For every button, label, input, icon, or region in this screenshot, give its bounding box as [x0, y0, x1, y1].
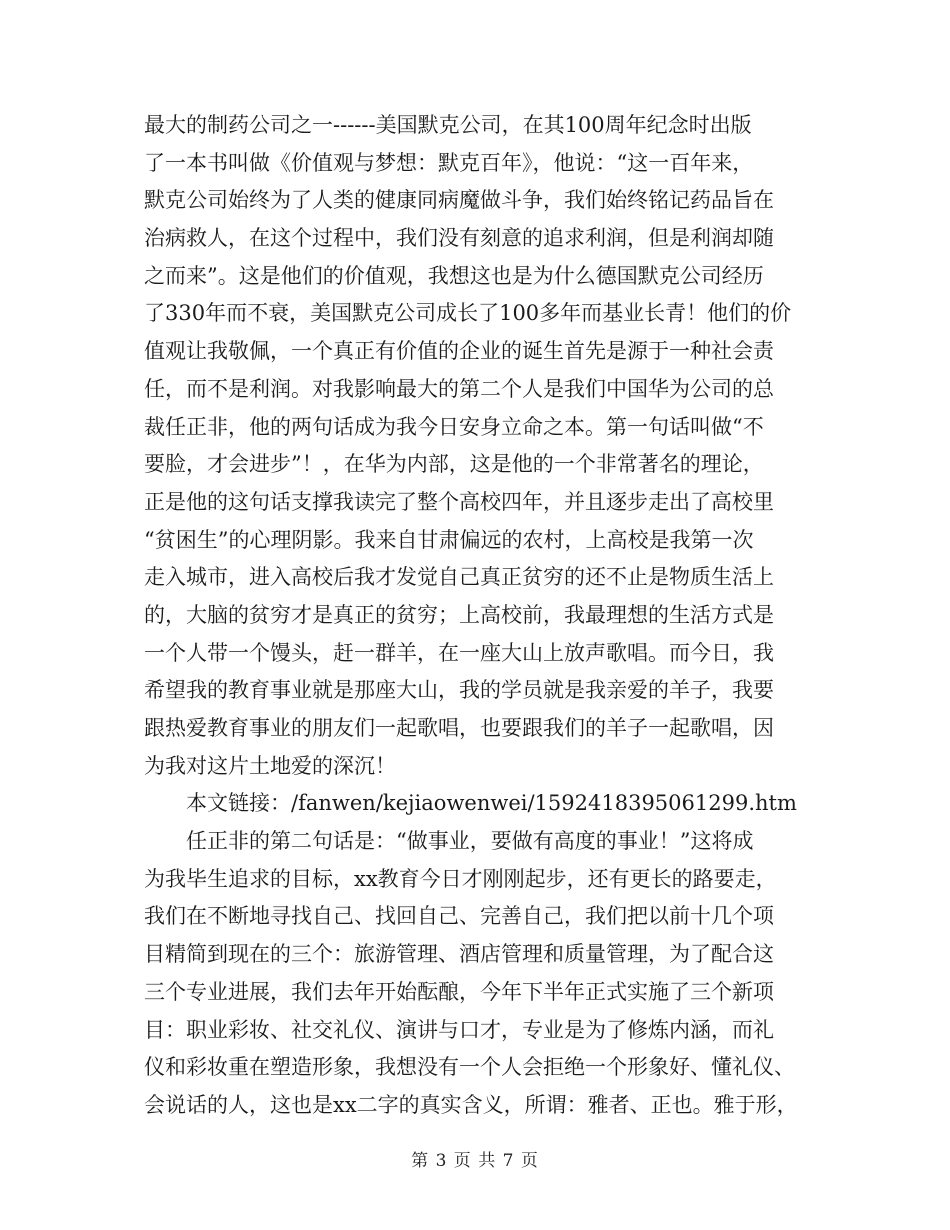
text-line: 的，大脑的贫穷才是真正的贫穷；上高校前，我最理想的生活方式是 — [144, 602, 774, 627]
text-line: 之而来”。这是他们的价值观，我想这也是为什么德国默克公司经历 — [144, 263, 764, 288]
text-line: 希望我的教育事业就是那座大山，我的学员就是我亲爱的羊子，我要 — [144, 678, 774, 703]
text-line: 目精简到现在的三个：旅游管理、酒店管理和质量管理，为了配合这 — [144, 942, 774, 967]
text-line: 仪和彩妆重在塑造形象，我想没有一个人会拒绝一个形象好、懂礼仪、 — [144, 1055, 795, 1080]
text-line: 正是他的这句话支撑我读完了整个高校四年，并且逐步走出了高校里 — [144, 489, 774, 514]
article-link[interactable]: 本文链接：/fanwen/kejiaowenwei/1592418395061299.htm — [186, 791, 797, 816]
text-line: “贫困生”的心理阴影。我来自甘肃偏远的农村，上高校是我第一次 — [144, 527, 754, 552]
text-line: 三个专业进展，我们去年开始酝酿，今年下半年正式实施了三个新项 — [144, 979, 774, 1004]
text-line: 裁任正非，他的两句话成为我今日安身立命之本。第一句话叫做“不 — [144, 414, 764, 439]
text-line: 任正非的第二句话是：“做事业，要做有高度的事业！”这将成 — [186, 829, 754, 854]
text-line: 了一本书叫做《价值观与梦想：默克百年》，他说：“这一百年来， — [144, 150, 754, 175]
text-line: 为我对这片土地爱的深沉！ — [144, 753, 396, 778]
text-line: 值观让我敬佩，一个真正有价值的企业的诞生首先是源于一种社会责 — [144, 339, 774, 364]
text-line: 为我毕生追求的目标，xx教育今日才刚刚起步，还有更长的路要走， — [144, 866, 777, 891]
text-line: 走入城市，进入高校后我才发觉自己真正贫穷的还不止是物质生活上 — [144, 565, 774, 590]
text-line: 要脸，才会进步”！，在华为内部，这是他的一个非常著名的理论， — [144, 452, 764, 477]
text-line: 任，而不是利润。对我影响最大的第二个人是我们中国华为公司的总 — [144, 376, 774, 401]
text-line: 了330年而不衰，美国默克公司成长了100多年而基业长青！他们的价 — [144, 301, 792, 326]
text-line: 会说话的人，这也是xx二字的真实含义，所谓：雅者、正也。雅于形， — [144, 1092, 798, 1117]
text-line: 治病救人，在这个过程中，我们没有刻意的追求利润，但是利润却随 — [144, 226, 774, 251]
text-line: 跟热爱教育事业的朋友们一起歌唱，也要跟我们的羊子一起歌唱，因 — [144, 716, 774, 740]
text-line: 我们在不断地寻找自己、找回自己、完善自己，我们把以前十几个项 — [144, 904, 774, 929]
text-line: 目：职业彩妆、社交礼仪、演讲与口才，专业是为了修炼内涵，而礼 — [144, 1017, 774, 1042]
text-line: 默克公司始终为了人类的健康同病魔做斗争，我们始终铭记药品旨在 — [144, 188, 774, 213]
page-number: 第 3 页 共 7 页 — [411, 1151, 539, 1171]
text-line: 最大的制药公司之一------美国默克公司，在其100周年纪念时出版 — [144, 113, 752, 137]
text-line: 一个人带一个馒头，赶一群羊，在一座大山上放声歌唱。而今日，我 — [144, 640, 774, 665]
body-text — [144, 107, 824, 1125]
